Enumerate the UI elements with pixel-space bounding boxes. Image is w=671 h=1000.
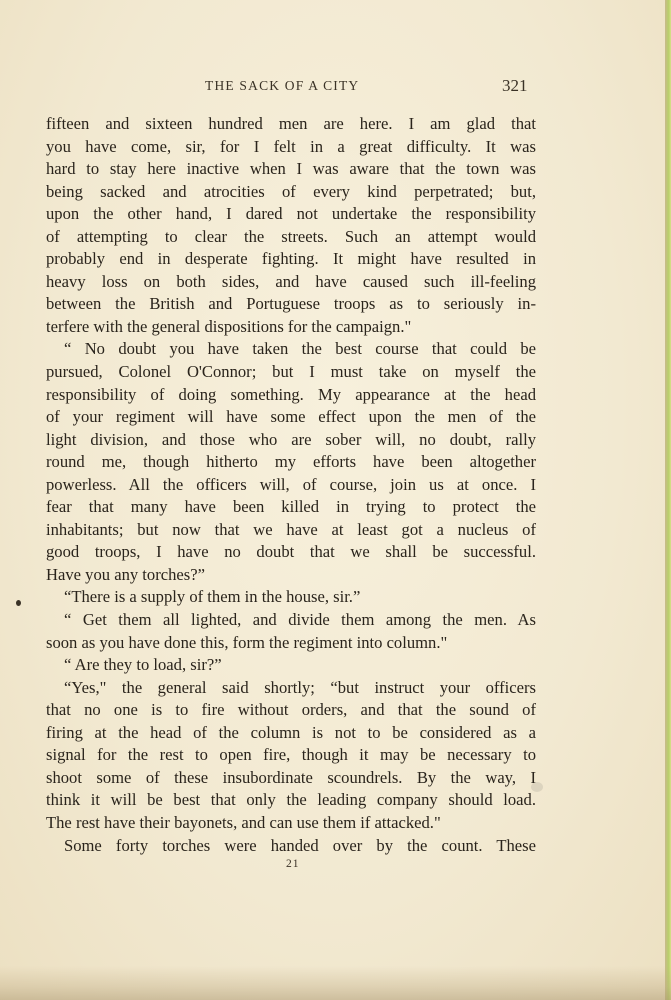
text-line: “ Are they to load, sir?”	[64, 655, 222, 675]
text-line: heavy loss on both sides, and have caused such ill-feeling	[46, 271, 536, 291]
text-line: being sacked and atrocities of every kind perpetrated; but,	[46, 181, 536, 201]
text-line: of your regiment will have some effect upon the men of the	[46, 407, 536, 427]
text-line: upon the other hand, I dared not undertake the responsibility	[46, 204, 536, 224]
page-bottom-shadow	[0, 966, 671, 1000]
text-line: “There is a supply of them in the house, sir.”	[64, 587, 361, 607]
text-line: Some forty torches were handed over by the count. These	[64, 835, 536, 855]
text-line: powerless. All the officers will, of course, join us at once. I	[46, 474, 536, 494]
text-line: Have you any torches?”	[46, 564, 205, 584]
text-line: round me, though hitherto my efforts have been altogether	[46, 452, 536, 472]
text-line: The rest have their bayonets, and can use them if attacked."	[46, 812, 441, 832]
text-line: think it will be best that only the leading company should load.	[46, 790, 536, 810]
text-line: “ No doubt you have taken the best course that could be	[64, 339, 536, 359]
text-line: “Yes," the general said shortly; “but instruct your officers	[64, 677, 536, 697]
text-line: firing at the head of the column is not to be considered as a	[46, 722, 536, 742]
text-line: you have come, sir, for I felt in a great difficulty. It was	[46, 136, 536, 156]
text-line: “ Get them all lighted, and divide them among the men. As	[64, 610, 536, 630]
ink-spot	[16, 600, 21, 606]
text-line: inhabitants; but now that we have at least got a nucleus of	[46, 519, 536, 539]
signature-mark: 21	[286, 858, 300, 870]
running-title: THE SACK OF A CITY	[205, 78, 360, 93]
page-edge	[665, 0, 671, 1000]
text-line: between the British and Portuguese troops as to seriously in-	[46, 294, 536, 314]
text-line: fifteen and sixteen hundred men are here. I am glad that	[46, 114, 536, 133]
text-line: shoot some of these insubordinate scoundrels. By the way, I	[46, 767, 536, 787]
text-line: hard to stay here inactive when I was aware that the town was	[46, 159, 536, 179]
text-line: pursued, Colonel O'Connor; but I must take on myself the	[46, 362, 536, 382]
body-text	[46, 113, 536, 857]
text-line: responsibility of doing something. My appearance at the head	[46, 384, 536, 404]
running-head	[0, 78, 671, 98]
text-line: light division, and those who are sober will, no doubt, rally	[46, 429, 536, 449]
text-line: signal for the rest to open fire, though it may be necessary to	[46, 745, 536, 765]
page-number: 321	[502, 76, 528, 95]
text-line: fear that many have been killed in trying to protect the	[46, 497, 536, 517]
text-line: that no one is to fire without orders, and that the sound of	[46, 700, 536, 720]
text-line: good troops, I have no doubt that we shall be successful.	[46, 542, 536, 562]
text-line: terfere with the general dispositions for the campaign."	[46, 316, 412, 336]
text-line: soon as you have done this, form the regiment into column."	[46, 632, 448, 652]
text-line: probably end in desperate fighting. It might have resulted in	[46, 249, 536, 269]
text-line: of attempting to clear the streets. Such an attempt would	[46, 226, 536, 246]
